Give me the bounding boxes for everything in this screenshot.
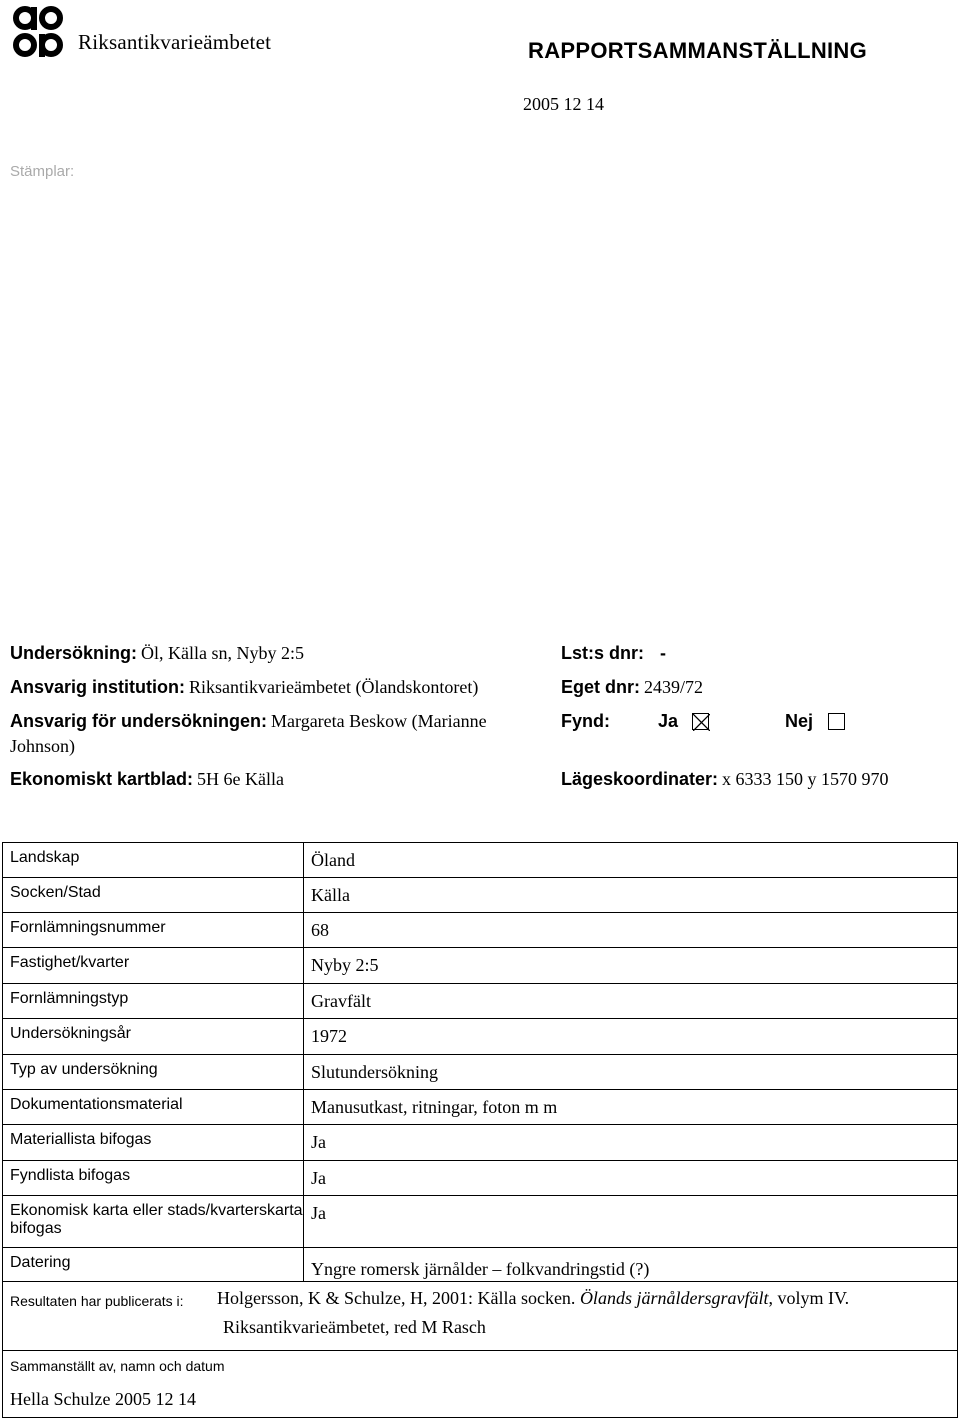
row-label: Undersökningsår <box>3 1019 304 1055</box>
table-row <box>3 878 958 913</box>
fynd-nej-checkbox[interactable] <box>828 713 845 733</box>
koord-value: x 6333 150 y 1570 970 <box>722 769 889 789</box>
row-value: Nyby 2:5 <box>304 948 958 984</box>
row-value: Öland <box>304 843 958 878</box>
report-date: 2005 12 14 <box>523 94 604 114</box>
row-label: Fornlämningstyp <box>3 984 304 1019</box>
row-label: Datering <box>3 1248 304 1282</box>
eget-dnr-row <box>561 677 703 698</box>
ansvarig-row <box>10 711 487 732</box>
row-value: Manusutkast, ritningar, foton m m <box>304 1090 958 1125</box>
row-value: Slutundersökning <box>304 1055 958 1090</box>
logo-wordmark: Riksantikvarieämbetet <box>78 30 272 54</box>
compiled-label: Sammanställt av, namn och datum <box>10 1358 225 1374</box>
undersokning-row <box>10 643 304 664</box>
institution-value: Riksantikvarieämbetet (Ölandskontoret) <box>189 677 479 697</box>
row-value: Ja <box>304 1161 958 1196</box>
lst-dnr-label: Lst:s dnr: <box>561 643 644 663</box>
row-label: Fyndlista bifogas <box>3 1161 304 1196</box>
row-label: Landskap <box>3 843 304 878</box>
fynd-ja-label: Ja <box>658 711 679 731</box>
row-value: 68 <box>304 913 958 948</box>
compiled-row <box>3 1351 958 1418</box>
row-label: Typ av undersökning <box>3 1055 304 1090</box>
row-label: Dokumentationsmaterial <box>3 1090 304 1125</box>
row-label: Socken/Stad <box>3 878 304 913</box>
ansvarig-value: Margareta Beskow (Marianne <box>271 711 487 731</box>
fynd-label: Fynd: <box>561 711 610 731</box>
row-value: Ja <box>304 1125 958 1161</box>
empty-box-icon <box>828 713 845 730</box>
table-row <box>3 1019 958 1055</box>
published-reference <box>217 1288 849 1309</box>
table-row <box>3 913 958 948</box>
kartblad-value: 5H 6e Källa <box>197 769 285 789</box>
institution-row <box>10 677 478 698</box>
compiled-cell <box>3 1351 958 1418</box>
eget-dnr-label: Eget dnr: <box>561 677 640 697</box>
lst-dnr-row <box>561 643 666 664</box>
row-value: Gravfält <box>304 984 958 1019</box>
institution-label: Ansvarig institution: <box>10 677 185 697</box>
ansvarig-label: Ansvarig för undersökningen: <box>10 711 268 731</box>
koord-row <box>561 769 889 790</box>
row-label: Fornlämningsnummer <box>3 913 304 948</box>
fynd-nej-label: Nej <box>785 711 814 731</box>
published-row <box>3 1282 958 1351</box>
table-row <box>3 948 958 984</box>
table-row <box>3 843 958 878</box>
row-value: Källa <box>304 878 958 913</box>
table-row <box>3 1161 958 1196</box>
published-series-title: Ölands järnåldersgravfält <box>579 1288 769 1308</box>
stamps-label: Stämplar: <box>10 163 75 180</box>
published-text: Holgersson, K & Schulze, H, 2001: Källa socken. <box>217 1288 580 1308</box>
table-row <box>3 1196 958 1248</box>
lst-dnr-value: - <box>660 643 666 663</box>
table-row <box>3 1090 958 1125</box>
row-label: Ekonomisk karta eller stads/kvarterskarta bifogas <box>3 1196 304 1248</box>
eget-dnr-value: 2439/72 <box>644 677 704 697</box>
fynd-ja-checkbox[interactable] <box>692 713 709 733</box>
report-title: RAPPORTSAMMANSTÄLLNING <box>528 38 868 63</box>
undersokning-label: Undersökning: <box>10 643 138 663</box>
row-label: Materiallista bifogas <box>3 1125 304 1161</box>
published-cell <box>3 1282 958 1351</box>
table-row <box>3 984 958 1019</box>
undersokning-value: Öl, Källa sn, Nyby 2:5 <box>141 643 304 663</box>
published-label: Resultaten har publicerats i: <box>10 1293 184 1309</box>
checked-box-icon <box>692 713 709 730</box>
table-row <box>3 1055 958 1090</box>
report-table <box>2 842 958 1418</box>
raa-logo-icon <box>10 4 68 60</box>
table-row <box>3 1125 958 1161</box>
compiled-value: Hella Schulze 2005 12 14 <box>10 1389 196 1409</box>
kartblad-row <box>10 769 284 790</box>
row-value: Ja <box>304 1196 958 1248</box>
koord-label: Lägeskoordinater: <box>561 769 719 789</box>
published-publisher: Riksantikvarieämbetet, red M Rasch <box>223 1317 486 1337</box>
kartblad-label: Ekonomiskt kartblad: <box>10 769 194 789</box>
ansvarig-value-continued: Johnson) <box>10 736 76 756</box>
row-value: 1972 <box>304 1019 958 1055</box>
table-row <box>3 1248 958 1282</box>
row-label: Fastighet/kvarter <box>3 948 304 984</box>
published-volume: , volym IV. <box>768 1288 850 1308</box>
row-value: Yngre romersk järnålder – folkvandringstid (?) <box>304 1248 958 1282</box>
